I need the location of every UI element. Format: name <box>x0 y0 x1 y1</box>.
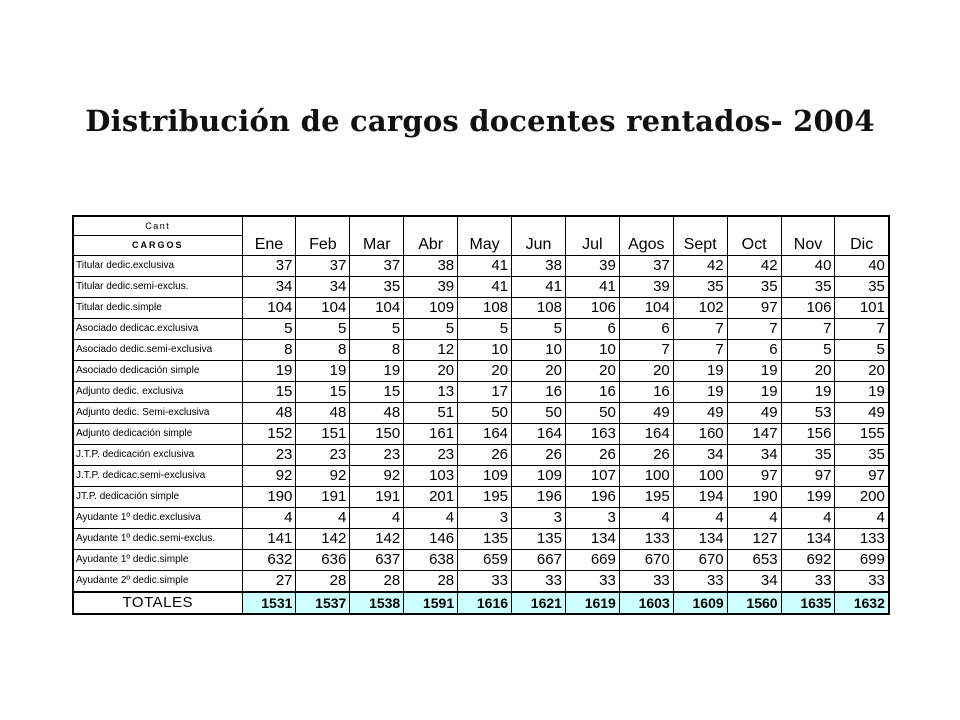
table-cell: 7 <box>619 340 673 361</box>
table-cell: 8 <box>242 340 296 361</box>
table-cell: 7 <box>673 340 727 361</box>
table-cell: 146 <box>404 529 458 550</box>
table-cell: 195 <box>458 487 512 508</box>
total-cell: 1537 <box>296 592 350 614</box>
header-cargos-label: CARGOS <box>73 236 242 256</box>
table-cell: 4 <box>835 508 889 529</box>
table-cell: 141 <box>242 529 296 550</box>
table-cell: 16 <box>512 382 566 403</box>
table-cell: 35 <box>781 277 835 298</box>
table-cell: 16 <box>619 382 673 403</box>
table-cell: 156 <box>781 424 835 445</box>
table-cell: 135 <box>458 529 512 550</box>
table-cell: 50 <box>512 403 566 424</box>
table-cell: 164 <box>458 424 512 445</box>
table-cell: 155 <box>835 424 889 445</box>
table-cell: 637 <box>350 550 404 571</box>
table-cell: 4 <box>727 508 781 529</box>
table-row <box>73 298 889 319</box>
table-cell: 20 <box>781 361 835 382</box>
table-cell: 109 <box>458 466 512 487</box>
table-cell: 134 <box>673 529 727 550</box>
table-cell: 161 <box>404 424 458 445</box>
table-cell: 10 <box>565 340 619 361</box>
table-cell: 3 <box>458 508 512 529</box>
table-cell: 19 <box>727 361 781 382</box>
table-cell: 35 <box>835 445 889 466</box>
table-cell: 194 <box>673 487 727 508</box>
table-cell: 42 <box>673 256 727 277</box>
month-header: Jun <box>512 216 566 256</box>
total-cell: 1603 <box>619 592 673 614</box>
table-cell: 39 <box>565 256 619 277</box>
table-cell: 109 <box>404 298 458 319</box>
table-row <box>73 487 889 508</box>
table-row <box>73 340 889 361</box>
row-label: Ayudante 2º dedic.simple <box>73 571 242 593</box>
table-cell: 20 <box>512 361 566 382</box>
totals-label: TOTALES <box>73 592 242 614</box>
table-cell: 200 <box>835 487 889 508</box>
table-cell: 49 <box>673 403 727 424</box>
row-label: Titular dedic.simple <box>73 298 242 319</box>
table-cell: 107 <box>565 466 619 487</box>
table-cell: 49 <box>835 403 889 424</box>
row-label: J.T.P. dedicac.semi-exclusiva <box>73 466 242 487</box>
table-cell: 37 <box>619 256 673 277</box>
month-header: Agos <box>619 216 673 256</box>
table-cell: 20 <box>835 361 889 382</box>
row-label: Asociado dedicación simple <box>73 361 242 382</box>
table-row <box>73 361 889 382</box>
row-label: Adjunto dedicación simple <box>73 424 242 445</box>
table-cell: 670 <box>673 550 727 571</box>
table-cell: 48 <box>296 403 350 424</box>
table-cell: 104 <box>242 298 296 319</box>
table-cell: 104 <box>296 298 350 319</box>
table-cell: 19 <box>835 382 889 403</box>
table-row <box>73 424 889 445</box>
table-cell: 39 <box>404 277 458 298</box>
table-cell: 33 <box>781 571 835 593</box>
row-label: Ayudante 1º dedic.exclusiva <box>73 508 242 529</box>
table-cell: 50 <box>565 403 619 424</box>
table-cell: 142 <box>350 529 404 550</box>
table-cell: 7 <box>781 319 835 340</box>
page-title: Distribución de cargos docentes rentados- 2004 <box>85 104 875 138</box>
table-cell: 48 <box>350 403 404 424</box>
table-cell: 659 <box>458 550 512 571</box>
table-cell: 92 <box>350 466 404 487</box>
row-label: J.T.P. dedicación exclusiva <box>73 445 242 466</box>
table-row <box>73 571 889 593</box>
table-cell: 5 <box>296 319 350 340</box>
table-cell: 667 <box>512 550 566 571</box>
total-cell: 1621 <box>512 592 566 614</box>
row-label: Adjunto dedic. exclusiva <box>73 382 242 403</box>
table-cell: 190 <box>727 487 781 508</box>
table-cell: 34 <box>242 277 296 298</box>
row-label: Asociado dedicac.exclusiva <box>73 319 242 340</box>
table-cell: 34 <box>727 445 781 466</box>
table-cell: 5 <box>242 319 296 340</box>
table-cell: 97 <box>727 466 781 487</box>
table-cell: 28 <box>296 571 350 593</box>
table-cell: 5 <box>512 319 566 340</box>
table-cell: 142 <box>296 529 350 550</box>
row-label: Ayudante 1º dedic.semi-exclus. <box>73 529 242 550</box>
table-cell: 26 <box>458 445 512 466</box>
row-label: JT.P. dedicación simple <box>73 487 242 508</box>
table-cell: 15 <box>296 382 350 403</box>
table-cell: 636 <box>296 550 350 571</box>
table-cell: 19 <box>242 361 296 382</box>
table-cell: 164 <box>512 424 566 445</box>
table-cell: 152 <box>242 424 296 445</box>
table-cell: 135 <box>512 529 566 550</box>
table-cell: 6 <box>565 319 619 340</box>
table-cell: 151 <box>296 424 350 445</box>
table-row <box>73 403 889 424</box>
table-cell: 26 <box>512 445 566 466</box>
table-cell: 35 <box>835 277 889 298</box>
table-cell: 35 <box>350 277 404 298</box>
table-cell: 5 <box>781 340 835 361</box>
table-cell: 104 <box>350 298 404 319</box>
totals-row <box>73 592 889 614</box>
table-cell: 37 <box>242 256 296 277</box>
table-cell: 195 <box>619 487 673 508</box>
table-cell: 3 <box>565 508 619 529</box>
header-row <box>73 216 889 236</box>
table-cell: 101 <box>835 298 889 319</box>
month-header: May <box>458 216 512 256</box>
table-cell: 49 <box>619 403 673 424</box>
table-cell: 48 <box>242 403 296 424</box>
table-cell: 163 <box>565 424 619 445</box>
table-cell: 104 <box>619 298 673 319</box>
table-cell: 15 <box>350 382 404 403</box>
table-cell: 7 <box>727 319 781 340</box>
header-cant-label: Cant <box>73 216 242 236</box>
table-cell: 196 <box>512 487 566 508</box>
table-cell: 134 <box>565 529 619 550</box>
table-cell: 100 <box>619 466 673 487</box>
table-cell: 160 <box>673 424 727 445</box>
table-cell: 40 <box>835 256 889 277</box>
table-cell: 28 <box>350 571 404 593</box>
table-cell: 133 <box>619 529 673 550</box>
table-header <box>73 216 889 256</box>
table-cell: 97 <box>781 466 835 487</box>
table-cell: 35 <box>727 277 781 298</box>
table-cell: 34 <box>296 277 350 298</box>
table-cell: 38 <box>512 256 566 277</box>
table-cell: 39 <box>619 277 673 298</box>
row-label: Ayudante 1º dedic.simple <box>73 550 242 571</box>
table-cell: 13 <box>404 382 458 403</box>
table-cell: 27 <box>242 571 296 593</box>
total-cell: 1632 <box>835 592 889 614</box>
table-cell: 4 <box>673 508 727 529</box>
total-cell: 1531 <box>242 592 296 614</box>
table-cell: 53 <box>781 403 835 424</box>
table-cell: 692 <box>781 550 835 571</box>
table-row <box>73 550 889 571</box>
table-cell: 164 <box>619 424 673 445</box>
table-cell: 33 <box>673 571 727 593</box>
table-row <box>73 445 889 466</box>
table-cell: 33 <box>565 571 619 593</box>
table-cell: 103 <box>404 466 458 487</box>
table-cell: 7 <box>835 319 889 340</box>
table-cell: 670 <box>619 550 673 571</box>
total-cell: 1635 <box>781 592 835 614</box>
table-cell: 17 <box>458 382 512 403</box>
table-cell: 26 <box>565 445 619 466</box>
month-header: Sept <box>673 216 727 256</box>
table-cell: 50 <box>458 403 512 424</box>
table-row <box>73 508 889 529</box>
table-cell: 16 <box>565 382 619 403</box>
table-cell: 19 <box>781 382 835 403</box>
table-cell: 100 <box>673 466 727 487</box>
table-cell: 5 <box>350 319 404 340</box>
table-cell: 20 <box>404 361 458 382</box>
table-cell: 106 <box>781 298 835 319</box>
table-cell: 8 <box>350 340 404 361</box>
table-cell: 190 <box>242 487 296 508</box>
staff-distribution-table-container <box>72 215 888 615</box>
table-cell: 20 <box>565 361 619 382</box>
table-cell: 92 <box>296 466 350 487</box>
table-cell: 5 <box>458 319 512 340</box>
table-cell: 147 <box>727 424 781 445</box>
table-cell: 40 <box>781 256 835 277</box>
table-cell: 133 <box>835 529 889 550</box>
month-header: Oct <box>727 216 781 256</box>
table-cell: 106 <box>565 298 619 319</box>
table-row <box>73 277 889 298</box>
table-row <box>73 382 889 403</box>
table-cell: 49 <box>727 403 781 424</box>
month-header: Abr <box>404 216 458 256</box>
table-cell: 41 <box>565 277 619 298</box>
table-cell: 41 <box>458 256 512 277</box>
table-cell: 4 <box>619 508 673 529</box>
table-cell: 37 <box>350 256 404 277</box>
table-cell: 3 <box>512 508 566 529</box>
total-cell: 1616 <box>458 592 512 614</box>
table-cell: 10 <box>512 340 566 361</box>
table-cell: 102 <box>673 298 727 319</box>
table-cell: 8 <box>296 340 350 361</box>
table-cell: 669 <box>565 550 619 571</box>
table-cell: 97 <box>835 466 889 487</box>
table-cell: 35 <box>781 445 835 466</box>
table-cell: 108 <box>512 298 566 319</box>
table-cell: 26 <box>619 445 673 466</box>
table-cell: 5 <box>404 319 458 340</box>
table-cell: 653 <box>727 550 781 571</box>
table-cell: 4 <box>404 508 458 529</box>
table-cell: 199 <box>781 487 835 508</box>
month-header: Mar <box>350 216 404 256</box>
table-cell: 33 <box>458 571 512 593</box>
table-cell: 191 <box>296 487 350 508</box>
table-cell: 127 <box>727 529 781 550</box>
table-cell: 108 <box>458 298 512 319</box>
table-cell: 20 <box>619 361 673 382</box>
month-header: Jul <box>565 216 619 256</box>
month-header: Ene <box>242 216 296 256</box>
table-cell: 19 <box>673 382 727 403</box>
table-cell: 6 <box>727 340 781 361</box>
table-cell: 150 <box>350 424 404 445</box>
table-cell: 41 <box>512 277 566 298</box>
table-cell: 638 <box>404 550 458 571</box>
table-cell: 37 <box>296 256 350 277</box>
total-cell: 1619 <box>565 592 619 614</box>
row-label: Titular dedic.exclusiva <box>73 256 242 277</box>
table-cell: 109 <box>512 466 566 487</box>
table-cell: 12 <box>404 340 458 361</box>
table-cell: 23 <box>404 445 458 466</box>
table-cell: 23 <box>296 445 350 466</box>
table-cell: 97 <box>727 298 781 319</box>
table-cell: 19 <box>673 361 727 382</box>
table-cell: 42 <box>727 256 781 277</box>
table-cell: 699 <box>835 550 889 571</box>
table-cell: 4 <box>296 508 350 529</box>
month-header: Nov <box>781 216 835 256</box>
table-cell: 51 <box>404 403 458 424</box>
table-cell: 5 <box>835 340 889 361</box>
table-cell: 41 <box>458 277 512 298</box>
total-cell: 1591 <box>404 592 458 614</box>
table-cell: 20 <box>458 361 512 382</box>
table-cell: 33 <box>619 571 673 593</box>
table-cell: 33 <box>512 571 566 593</box>
table-cell: 4 <box>781 508 835 529</box>
table-cell: 134 <box>781 529 835 550</box>
table-cell: 92 <box>242 466 296 487</box>
table-row <box>73 529 889 550</box>
table-cell: 196 <box>565 487 619 508</box>
table-cell: 4 <box>242 508 296 529</box>
month-header: Dic <box>835 216 889 256</box>
table-row <box>73 466 889 487</box>
table-cell: 632 <box>242 550 296 571</box>
total-cell: 1609 <box>673 592 727 614</box>
row-label: Adjunto dedic. Semi-exclusiva <box>73 403 242 424</box>
staff-distribution-table <box>72 215 890 615</box>
month-header: Feb <box>296 216 350 256</box>
table-cell: 4 <box>350 508 404 529</box>
table-cell: 201 <box>404 487 458 508</box>
table-cell: 33 <box>835 571 889 593</box>
table-row <box>73 256 889 277</box>
row-label: Titular dedic.semi-exclus. <box>73 277 242 298</box>
table-cell: 34 <box>673 445 727 466</box>
table-cell: 6 <box>619 319 673 340</box>
table-body <box>73 256 889 615</box>
table-cell: 191 <box>350 487 404 508</box>
total-cell: 1560 <box>727 592 781 614</box>
row-label: Asociado dedic.semi-exclusiva <box>73 340 242 361</box>
table-cell: 23 <box>242 445 296 466</box>
table-cell: 15 <box>242 382 296 403</box>
table-cell: 19 <box>727 382 781 403</box>
table-cell: 23 <box>350 445 404 466</box>
table-cell: 19 <box>350 361 404 382</box>
table-cell: 35 <box>673 277 727 298</box>
table-cell: 19 <box>296 361 350 382</box>
total-cell: 1538 <box>350 592 404 614</box>
table-cell: 28 <box>404 571 458 593</box>
table-row <box>73 319 889 340</box>
table-cell: 7 <box>673 319 727 340</box>
table-cell: 38 <box>404 256 458 277</box>
table-cell: 34 <box>727 571 781 593</box>
table-cell: 10 <box>458 340 512 361</box>
